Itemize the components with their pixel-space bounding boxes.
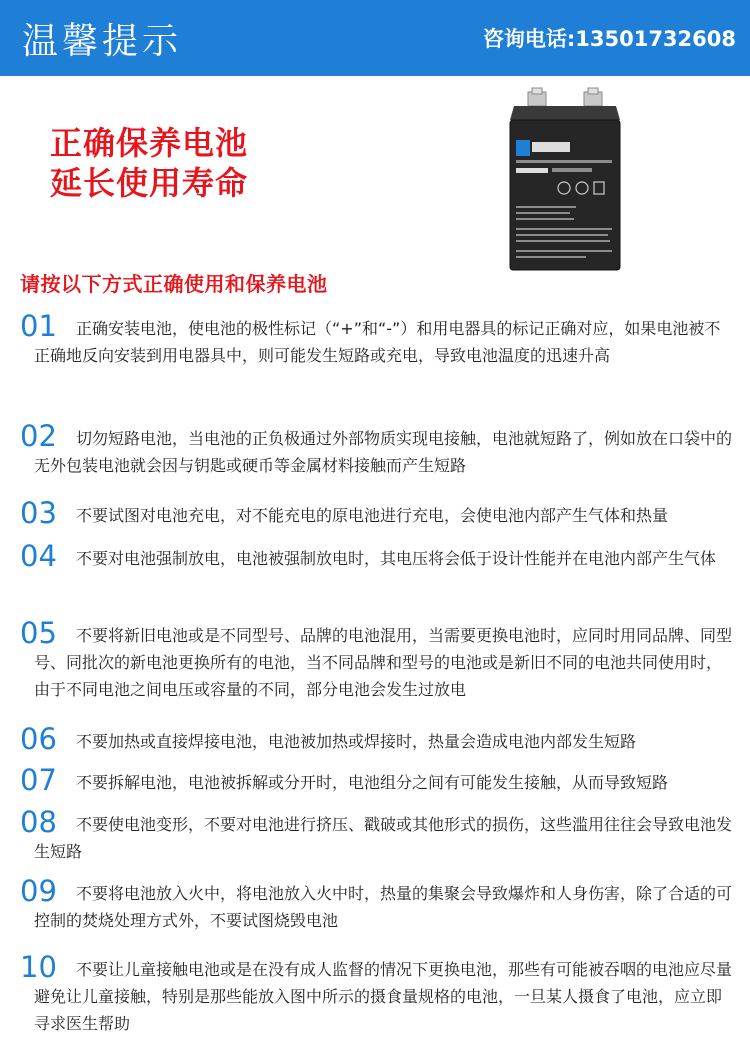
item-text: 不要使电池变形，不要对电池进行挤压、戳破或其他形式的损伤，这些滥用往往会导致电池发生短路: [34, 815, 733, 861]
list-item: [20, 805, 740, 865]
item-number: 09: [20, 874, 57, 908]
section-heading: 请按以下方式正确使用和保养电池: [20, 272, 328, 296]
slogan-line-1: 正确保养电池: [50, 124, 249, 162]
item-text: 不要将电池放入火中，将电池放入火中时，热量的集聚会导致爆炸和人身伤害，除了合适的可控制的焚烧处理方式外，不要试图烧毁电池: [34, 884, 733, 930]
contact-phone: 咨询电话:13501732608: [482, 27, 736, 51]
slogan-line-2: 延长使用寿命: [50, 164, 249, 202]
item-text: 不要将新旧电池或是不同型号、品牌的电池混用，当需要更换电池时，应同时用同品牌、同型号、同批次的新电池更换所有的电池，当不同品牌和型号的电池或是新旧不同的电池共同使用时，由于不同电池之间电压或容量的不同，部分电池会发生过放电: [34, 626, 733, 699]
item-text: 切勿短路电池，当电池的正负极通过外部物质实现电接触，电池就短路了，例如放在口袋中的无外包装电池就会因与钥匙或硬币等金属材料接触而产生短路: [34, 429, 733, 475]
slogan: [50, 123, 248, 203]
item-number: 07: [20, 763, 57, 797]
item-text: 不要试图对电池充电，对不能充电的原电池进行充电，会使电池内部产生气体和热量: [76, 506, 669, 525]
item-number: 02: [20, 419, 57, 453]
battery-image: [500, 84, 630, 274]
header-banner: [0, 0, 750, 76]
item-text: 不要对电池强制放电，电池被强制放电时，其电压将会低于设计性能并在电池内部产生气体: [76, 549, 717, 568]
item-text: 正确安装电池，使电池的极性标记（“+”和“-”）和用电器具的标记正确对应，如果电池被不正确地反向安装到用电器具中，则可能发生短路或充电，导致电池温度的迅速升高: [34, 319, 721, 365]
item-number: 10: [20, 950, 57, 984]
item-number: 04: [20, 539, 57, 573]
list-item: [20, 419, 740, 479]
list-item: [20, 722, 740, 756]
item-number: 05: [20, 616, 57, 650]
list-item: [20, 309, 740, 369]
list-item: [20, 539, 740, 573]
item-text: 不要加热或直接焊接电池，电池被加热或焊接时，热量会造成电池内部发生短路: [76, 732, 637, 751]
item-number: 01: [20, 309, 57, 343]
item-number: 08: [20, 805, 57, 839]
list-item: [20, 763, 740, 797]
item-number: 06: [20, 722, 57, 756]
item-text: 不要让儿童接触电池或是在没有成人监督的情况下更换电池，那些有可能被吞咽的电池应尽量避免让儿童接触，特别是那些能放入图中所示的摄食量规格的电池，一旦某人摄食了电池，应立即寻求医生帮助: [34, 960, 733, 1033]
list-item: [20, 874, 740, 934]
list-item: [20, 616, 740, 703]
list-item: [20, 950, 740, 1037]
item-number: 03: [20, 496, 57, 530]
header-title: 温馨提示: [22, 20, 183, 62]
item-text: 不要拆解电池，电池被拆解或分开时，电池组分之间有可能发生接触，从而导致短路: [76, 773, 669, 792]
list-item: [20, 496, 740, 530]
